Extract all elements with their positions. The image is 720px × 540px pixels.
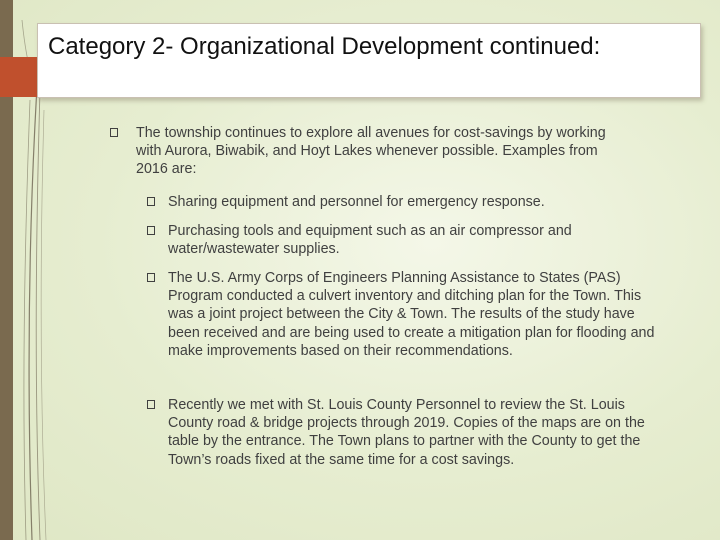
checkbox-bullet-icon bbox=[110, 128, 118, 137]
sub-bullet-text: Purchasing tools and equipment such as an air compressor and water/wastewater supplies. bbox=[168, 223, 572, 258]
checkbox-bullet-icon bbox=[147, 400, 155, 409]
accent-block bbox=[0, 57, 37, 97]
checkbox-bullet-icon bbox=[147, 226, 155, 235]
checkbox-bullet-icon bbox=[147, 273, 155, 282]
main-bullet-text: The township continues to explore all avenues for cost-savings by working with Aurora, Biwabik, and Hoyt Lakes whenever possible. Examples from 2016 are: bbox=[136, 125, 606, 178]
title-box bbox=[37, 23, 701, 98]
sub-bullet-text: The U.S. Army Corps of Engineers Planning Assistance to States (PAS) Program conducted a culvert inventory and ditching plan for the Town. This was a joint project between the City & Town. The results of the study have been received and are being used to create a mitigation plan for flooding and make improvements based on their recommendations. bbox=[168, 270, 655, 359]
checkbox-bullet-icon bbox=[147, 197, 155, 206]
sub-bullet-text: Recently we met with St. Louis County Personnel to review the St. Louis County road & bridge projects through 2019. Copies of the maps are on the table by the entrance. The Town plans to partner with the County to get the Town’s roads fixed at the same time for a cost savings. bbox=[168, 397, 645, 468]
sub-bullet-text: Sharing equipment and personnel for emergency response. bbox=[168, 194, 545, 210]
slide-title: Category 2- Organizational Development continued: bbox=[48, 33, 601, 60]
